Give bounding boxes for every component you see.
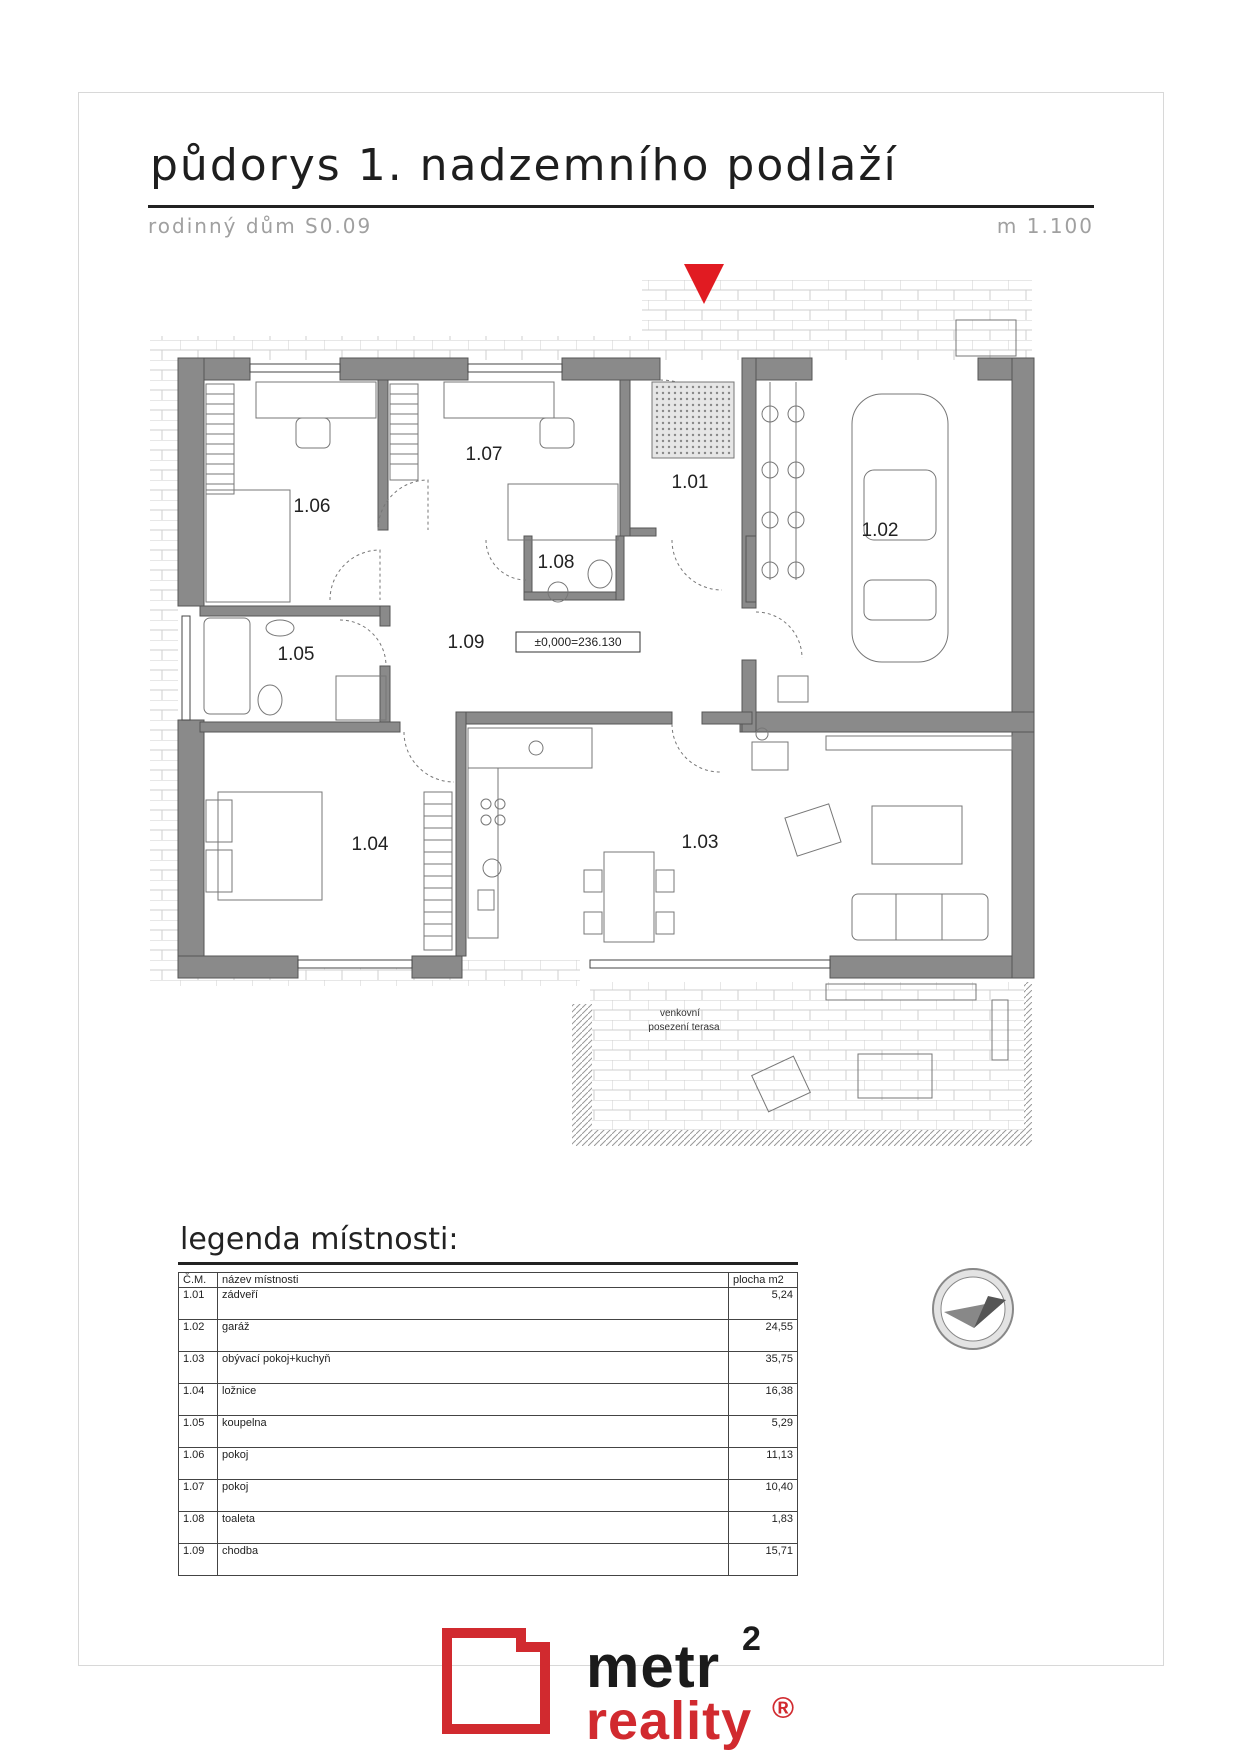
- room-label-1-01: 1.01: [671, 472, 709, 493]
- legend-no: 1.06: [179, 1448, 218, 1480]
- legend-name: toaleta: [218, 1512, 729, 1544]
- legend-area: 1,83: [729, 1512, 798, 1544]
- room-label-1-02: 1.02: [861, 520, 899, 541]
- legend-area: 5,29: [729, 1416, 798, 1448]
- legend-area: 5,24: [729, 1288, 798, 1320]
- room-label-1-04: 1.04: [351, 834, 389, 855]
- terrace-label-line2: posezení terasa: [648, 1022, 720, 1033]
- legend-table: [178, 1272, 798, 1576]
- legend-no: 1.08: [179, 1512, 218, 1544]
- legend-no: 1.02: [179, 1320, 218, 1352]
- legend-title: legenda místnosti:: [180, 1222, 459, 1257]
- table-row: [179, 1544, 798, 1576]
- room-label-1-03: 1.03: [681, 832, 719, 853]
- table-row: [179, 1416, 798, 1448]
- room-label-1-08: 1.08: [537, 552, 575, 573]
- legend-no: 1.05: [179, 1416, 218, 1448]
- legend-header-area: plocha m2: [729, 1273, 798, 1288]
- legend-name: koupelna: [218, 1416, 729, 1448]
- elevation-label: ±0,000=236.130: [534, 635, 622, 649]
- table-row: [179, 1320, 798, 1352]
- legend-area: 35,75: [729, 1352, 798, 1384]
- legend-header-row: [179, 1273, 798, 1288]
- table-row: [179, 1512, 798, 1544]
- scale-label: m 1.100: [996, 214, 1094, 238]
- north-arrow-icon: [930, 1266, 1016, 1352]
- legend-no: 1.04: [179, 1384, 218, 1416]
- brand-logo: [436, 1620, 806, 1750]
- brand-name-line1: metr: [586, 1633, 721, 1700]
- legend-no: 1.01: [179, 1288, 218, 1320]
- legend-no: 1.07: [179, 1480, 218, 1512]
- entry-mat: [652, 382, 734, 458]
- legend-name: obývací pokoj+kuchyň: [218, 1352, 729, 1384]
- table-row: [179, 1352, 798, 1384]
- legend-no: 1.03: [179, 1352, 218, 1384]
- legend-name: garáž: [218, 1320, 729, 1352]
- legend-area: 24,55: [729, 1320, 798, 1352]
- legend-header-name: název místnosti: [218, 1273, 729, 1288]
- terrace-label-line1: venkovní: [659, 1008, 701, 1019]
- legend-name: pokoj: [218, 1480, 729, 1512]
- legend-name: chodba: [218, 1544, 729, 1576]
- brand-name-line2: reality: [586, 1691, 753, 1751]
- table-row: [179, 1480, 798, 1512]
- legend-area: 16,38: [729, 1384, 798, 1416]
- legend-rule: [178, 1262, 798, 1265]
- table-row: [179, 1384, 798, 1416]
- legend-name: pokoj: [218, 1448, 729, 1480]
- legend-name: ložnice: [218, 1384, 729, 1416]
- logo-mark-icon: [436, 1620, 556, 1740]
- walls: [178, 358, 1034, 978]
- table-row: [179, 1288, 798, 1320]
- legend-area: 10,40: [729, 1480, 798, 1512]
- brand-superscript: 2: [742, 1620, 761, 1658]
- room-label-1-06: 1.06: [293, 496, 331, 517]
- project-subtitle: rodinný dům S0.09: [148, 214, 373, 238]
- table-row: [179, 1448, 798, 1480]
- registered-mark: ®: [772, 1692, 795, 1725]
- room-label-1-05: 1.05: [277, 644, 315, 665]
- room-label-1-07: 1.07: [465, 444, 503, 465]
- legend-area: 15,71: [729, 1544, 798, 1576]
- room-label-1-09: 1.09: [447, 632, 485, 653]
- legend-header-no: Č.M.: [179, 1273, 218, 1288]
- legend-no: 1.09: [179, 1544, 218, 1576]
- legend-area: 11,13: [729, 1448, 798, 1480]
- legend-name: zádveří: [218, 1288, 729, 1320]
- page-title: půdorys 1. nadzemního podlaží: [150, 140, 898, 191]
